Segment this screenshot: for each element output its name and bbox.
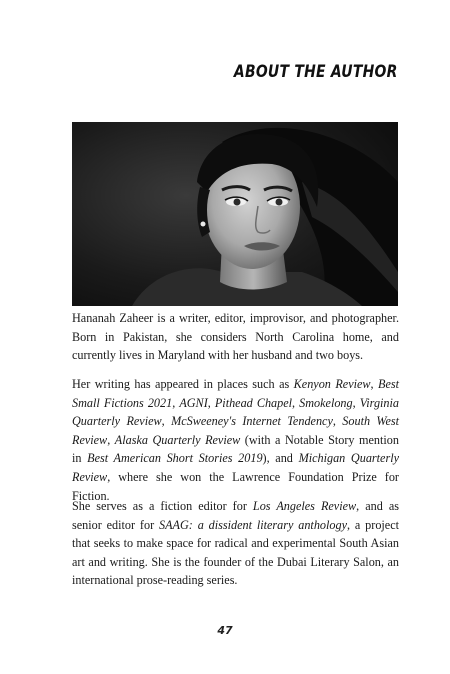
title-italic: Los Angeles Review — [252, 499, 357, 513]
title-italic: Kenyon Review — [293, 377, 371, 391]
title-italic: Pithead Chapel — [214, 395, 293, 410]
text-run: (with a Notable Story mention in — [72, 432, 399, 466]
title-italic: Smokelong — [299, 395, 353, 410]
text-run: , where she won the Lawrence Foundation Prize for Fiction. — [72, 469, 399, 503]
text-run: , a project that seeks to make space for radical and experimental South Asian art and writing. She is the founder of the Dubai Literary Salon, an international prose-reading series. — [72, 517, 400, 588]
text-run: , — [332, 414, 343, 429]
bio-paragraph-2 — [72, 375, 399, 505]
bio-paragraph-3 — [72, 497, 399, 590]
author-photo — [72, 122, 398, 306]
page-number: 47 — [217, 624, 233, 637]
title-italic: SAAG: a dissident literary anthology — [159, 517, 347, 532]
bio-paragraph-1 — [72, 309, 399, 365]
text-run: Hananah Zaheer is a writer, editor, improvisor, and photographer. Born in Pakistan, she considers North Carolina home, and currently lives in Maryland with her husband and two boys. — [72, 311, 399, 363]
text-run: , — [292, 395, 300, 410]
text-run: She serves as a fiction editor for — [72, 499, 253, 513]
author-portrait-image — [72, 122, 398, 306]
section-heading: ABOUT THE AUTHOR — [234, 62, 398, 82]
text-run: ), and — [262, 451, 299, 466]
title-italic: AGNI — [179, 395, 208, 410]
title-italic: Best Small Fictions 2021 — [72, 377, 400, 410]
text-run: , and as senior editor for — [72, 499, 399, 532]
title-italic: Virginia Quarterly Review — [72, 395, 400, 429]
text-run: Her writing has appeared in places such as — [72, 377, 294, 391]
text-run: , — [207, 395, 215, 410]
title-italic: South West Review — [72, 414, 400, 447]
title-italic: McSweeney's Internet Tendency — [171, 414, 333, 429]
text-run: , — [370, 377, 379, 391]
text-run: , — [107, 432, 115, 447]
text-run: , — [161, 414, 172, 429]
text-run: , — [172, 395, 180, 410]
title-italic: Michigan Quarterly Review — [72, 451, 399, 484]
title-italic: Alaska Quarterly Review — [114, 432, 241, 447]
text-run: , — [352, 395, 360, 410]
title-italic: Best American Short Stories 2019 — [87, 451, 263, 466]
